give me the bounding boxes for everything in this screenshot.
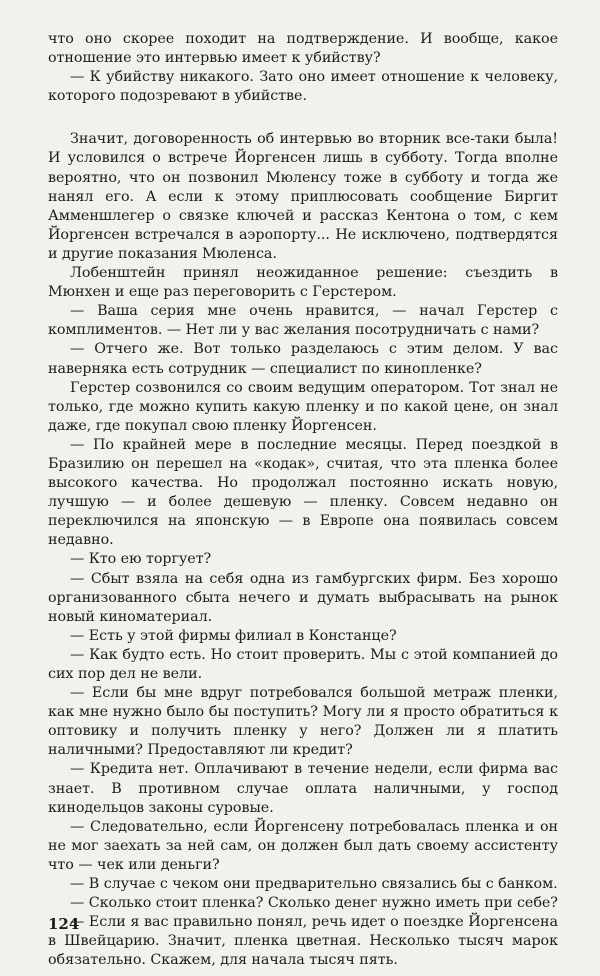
page-number: 124 xyxy=(48,915,80,933)
paragraph: — В случае с чеком они предварительно связались бы с банком. xyxy=(70,876,558,893)
paragraph: — По крайней мере в последние месяцы. Перед поездкой в Бразилию он перешел на «кодак», считая, что эта пленка более высокого качества. Но продолжал постоянно искать новую, лучшую — и более дешевую — пленку. Совсем недавно он переключился на японскую — в Европе она появилась совсем недавно. xyxy=(48,436,558,549)
paragraph: — Отчего же. Вот только разделаюсь с этим делом. У вас наверняка есть сотрудник — специалист по кинопленке? xyxy=(48,341,558,377)
paragraph: что оно скорее походит на подтверждение. И вообще, какое отношение это интервью имеет к убийству? xyxy=(48,31,558,67)
paragraph: — Кредита нет. Оплачивают в течение недели, если фирма вас знает. В противном случае оплата наличными, у господ кинодельцов законы суровые. xyxy=(48,761,558,816)
paragraph: — Сколько стоит пленка? Сколько денег нужно иметь при себе? xyxy=(70,895,558,912)
paragraph: — Если я вас правильно понял, речь идет о поездке Йоргенсена в Швейцарию. Значит, пленка цветная. Несколько тысяч марок обязательно. Скажем, для начала тысяч пять. xyxy=(48,914,558,969)
paragraph: — Если бы мне вдруг потребовался большой метраж пленки, как мне нужно было бы поступить? Могу ли я просто обратиться к оптовику и получить пленку у него? Должен ли я платить наличными? Предоставляют ли кредит? xyxy=(48,685,558,759)
body-text xyxy=(48,30,558,971)
paragraph: — Как будто есть. Но стоит проверить. Мы с этой компанией до сих пор дел не вели. xyxy=(48,646,558,682)
paragraph: — Кто ею торгует? xyxy=(70,551,212,568)
paragraph: — Есть у этой фирмы филиал в Констанце? xyxy=(70,627,397,644)
paragraph: — Ваша серия мне очень нравится, — начал Герстер с комплиментов. — Нет ли у вас желания посотрудничать с нами? xyxy=(48,303,558,339)
paragraph: — Сбыт взяла на себя одна из гамбургских фирм. Без хорошо организованного сбыта нечего и думать выбрасывать на рынок новый киноматериал. xyxy=(48,570,558,625)
paragraph: Лобенштейн принял неожиданное решение: съездить в Мюнхен и еще раз переговорить с Герстером. xyxy=(48,265,558,301)
paragraph: — К убийству никакого. Зато оно имеет отношение к человеку, которого подозревают в убийстве. xyxy=(48,69,558,105)
paragraph: Значит, договоренность об интервью во вторник все-таки была! И условился о встрече Йоргенсен лишь в субботу. Тогда вполне вероятно, что он позвонил Мюленсу тоже в субботу и тогда же нанял его. А если к этому приплюсовать сообщение Биргит Амменшлегер о связке ключей и рассказ Кентона о том, с кем Йоргенсен встречался в аэропорту... Не исключено, подтвердятся и другие показания Мюленса. xyxy=(48,131,558,262)
paragraph: — Следовательно, если Йоргенсену потребовалась пленка и он не мог заехать за ней сам, он должен был дать своему ассистенту что — чек или деньги? xyxy=(48,818,558,873)
paragraph: Герстер созвонился со своим ведущим оператором. Тот знал не только, где можно купить какую пленку и по какой цене, он знал даже, где покупал свою пленку Йоргенсен. xyxy=(48,379,558,434)
